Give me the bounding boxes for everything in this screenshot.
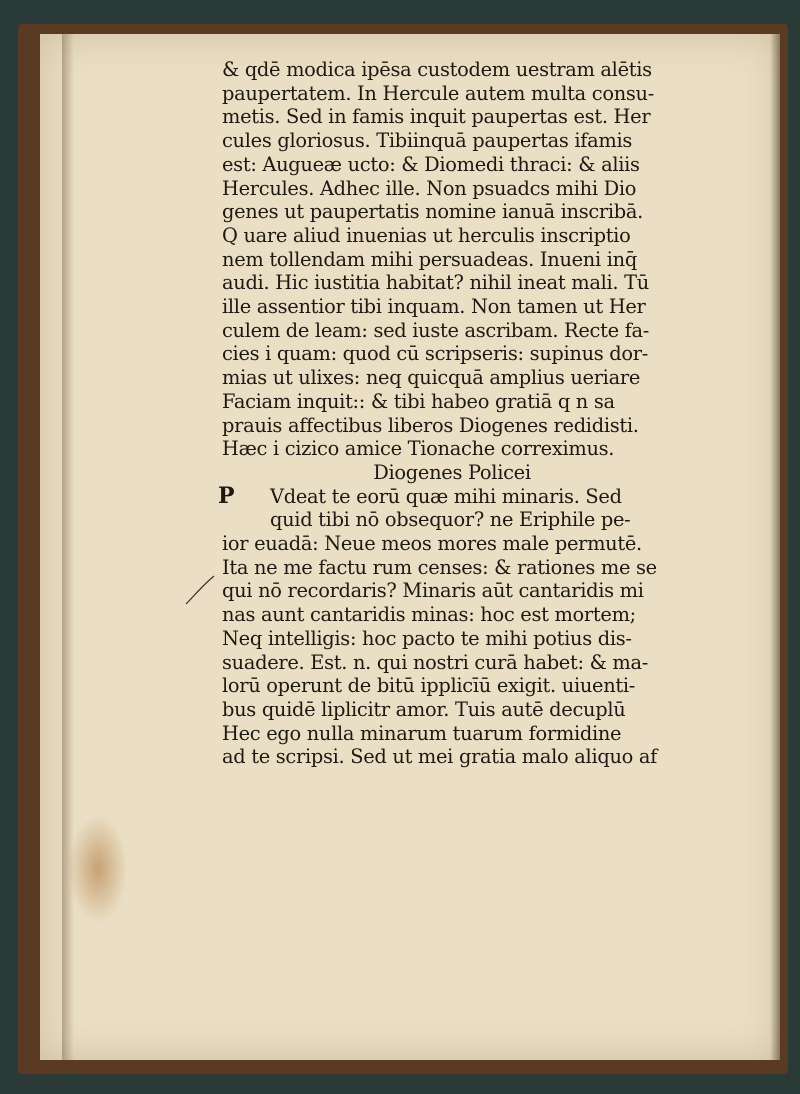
text-line: metis. Sed in famis inquit paupertas est. Her <box>222 105 651 129</box>
margin-pen-mark <box>184 572 220 606</box>
text-line-content: Vdeat te eorū quæ mihi minaris. Sed <box>270 484 622 508</box>
text-line: paupertatem. In Hercule autem multa consu- <box>222 81 654 105</box>
page-edge-shadow <box>770 34 780 1060</box>
text-line: Hercules. Adhec ille. Non psuadcs mihi Dio <box>222 176 637 200</box>
text-line: qui nō recordaris? Minaris aūt cantaridis mi <box>222 579 644 603</box>
initial-letter: P <box>218 482 235 509</box>
text-line: cules gloriosus. Tibiinquā paupertas ifamis <box>222 129 633 153</box>
text-line: mias ut ulixes: neq quicquā amplius ueriare <box>222 366 640 390</box>
text-line: bus quidē liplicitr amor. Tuis autē decuplū <box>222 697 626 721</box>
text-line: suadere. Est. n. qui nostri curā habet: & ma- <box>222 650 648 674</box>
text-line: Hæc i cizico amice Tionache correximus. <box>222 437 615 461</box>
text-line: nem tollendam mihi persuadeas. Inueni inq̄ <box>222 247 637 271</box>
text-line: Q uare aliud inuenias ut herculis inscriptio <box>222 223 631 247</box>
text-line: ille assentior tibi inquam. Non tamen ut Her <box>222 295 646 319</box>
text-line: prauis affectibus liberos Diogenes redidisti. <box>222 413 639 437</box>
text-line: & qdē modica ipēsa custodem uestram alētis <box>222 58 652 81</box>
page-gutter <box>62 34 74 1060</box>
text-line: Hec ego nulla minarum tuarum formidine <box>222 721 622 745</box>
section-heading: Diogenes Policei <box>373 460 531 484</box>
text-line: ad te scripsi. Sed ut mei gratia malo aliquo af <box>222 745 658 769</box>
text-line: ior euadā: Neue meos mores male permutē. <box>222 532 642 556</box>
text-line: quid tibi nō obsequor? ne Eriphile pe- <box>270 508 631 532</box>
page-stain <box>68 814 128 924</box>
text-line: genes ut paupertatis nomine ianuā inscribā. <box>222 200 644 224</box>
text-line: nas aunt cantaridis minas: hoc est mortem; <box>222 603 636 627</box>
text-line: Neq intelligis: hoc pacto te mihi potius dis- <box>222 626 632 650</box>
text-line: Ita ne me factu rum censes: & rationes me se <box>222 555 657 579</box>
text-line: culem de leam: sed iuste ascribam. Recte fa- <box>222 318 650 342</box>
text-line: est: Augueæ ucto: & Diomedi thraci: & aliis <box>222 152 640 176</box>
text-line: cies i quam: quod cū scripseris: supinus dor- <box>222 342 649 366</box>
text-line: Faciam inquit:: & tibi habeo gratiā q n sa <box>222 389 615 413</box>
text-line: audi. Hic iustitia habitat? nihil ineat mali. Tū <box>222 271 649 295</box>
text-line <box>218 482 682 509</box>
text-line: lorū operunt de bitū ipplicīū exigit. uiuenti- <box>222 674 636 698</box>
text-block <box>218 58 682 769</box>
